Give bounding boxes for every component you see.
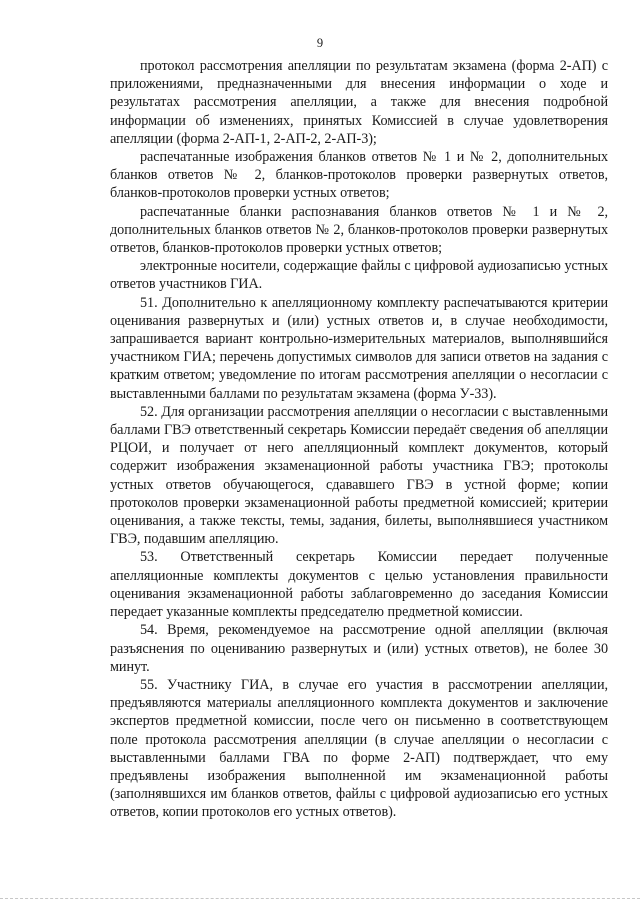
- document-body: [110, 57, 608, 822]
- paragraph-recognition-forms: распечатанные бланки распознавания бланков ответов № 1 и № 2, дополнительных бланков ответов № 2, бланков-протоколов проверки развернутых ответов, бланков-протоколов проверки устных ответов;: [110, 203, 608, 257]
- paragraph-53: 53. Ответственный секретарь Комиссии передает полученные апелляционные комплекты документов с целью установления правильности оценивания экзаменационной работы заблаговременно до заседания Комиссии передает указанные комплекты председателю предметной комиссии.: [110, 549, 608, 621]
- paragraph-52: 52. Для организации рассмотрения апелляции о несогласии с выставленными баллами ГВЭ ответственный секретарь Комиссии передаёт сведения об апелляции РЦОИ, и получает от него апелляционный комплект документов, который содержит изображения экзаменационной работы участника ГВЭ; протоколы устных ответов обучающегося, сдававшего ГВЭ в устной форме; копии протоколов проверки экзаменационной работы предметной комиссией; критерии оценивания, а также тексты, темы, задания, билеты, выполнявшиеся участником ГВЭ, подавшим апелляцию.: [110, 403, 608, 548]
- scan-bottom-edge: [0, 898, 640, 901]
- paragraph-printed-images: распечатанные изображения бланков ответов № 1 и № 2, дополнительных бланков ответов № 2, бланков-протоколов проверки развернутых ответов, бланков-протоколов проверки устных ответов;: [110, 149, 608, 202]
- paragraph-protocol-form: протокол рассмотрения апелляции по результатам экзамена (форма 2-АП) с приложениями, предназначенными для внесения информации о ходе и результатах рассмотрения апелляции, а также для внесения подробной информации об изменениях, принятых Комиссией в случае удовлетворения апелляции (форма 2-АП-1, 2-АП-2, 2-АП-3);: [110, 58, 608, 147]
- paragraph-electronic-media: электронные носители, содержащие файлы с цифровой аудиозаписью устных ответов участников ГИА.: [110, 258, 608, 293]
- paragraph-51: 51. Дополнительно к апелляционному комплекту распечатываются критерии оценивания развернутых и (или) устных ответов и, в случае необходимости, запрашивается вариант контрольно-измерительных материалов, выполнявшийся участником ГИА; перечень допустимых символов для записи ответов на задания с кратким ответом; уведомление по итогам рассмотрения апелляции о несогласии с выставленными баллами по результатам экзамена (форма У-33).: [110, 294, 608, 402]
- paragraph-55: 55. Участнику ГИА, в случае его участия в рассмотрении апелляции, предъявляются материалы апелляционного комплекта документов и заключение экспертов предметной комиссии, после чего он письменно в соответствующем поле протокола рассмотрения апелляции (в случае апелляции о несогласии с выставленными баллами ГВА по форме 2-АП) подтверждает, что ему предъявлены изображения выполненной им экзаменационной работы (заполнявшихся им бланков ответов, файлы с цифровой аудиозаписью его устных ответов, копии протоколов его устных ответов).: [110, 676, 608, 821]
- page-number: 9: [316, 36, 324, 50]
- paragraph-54: 54. Время, рекомендуемое на рассмотрение одной апелляции (включая разъяснения по оцениванию развернутых и (или) устных ответов), не более 30 минут.: [110, 622, 608, 675]
